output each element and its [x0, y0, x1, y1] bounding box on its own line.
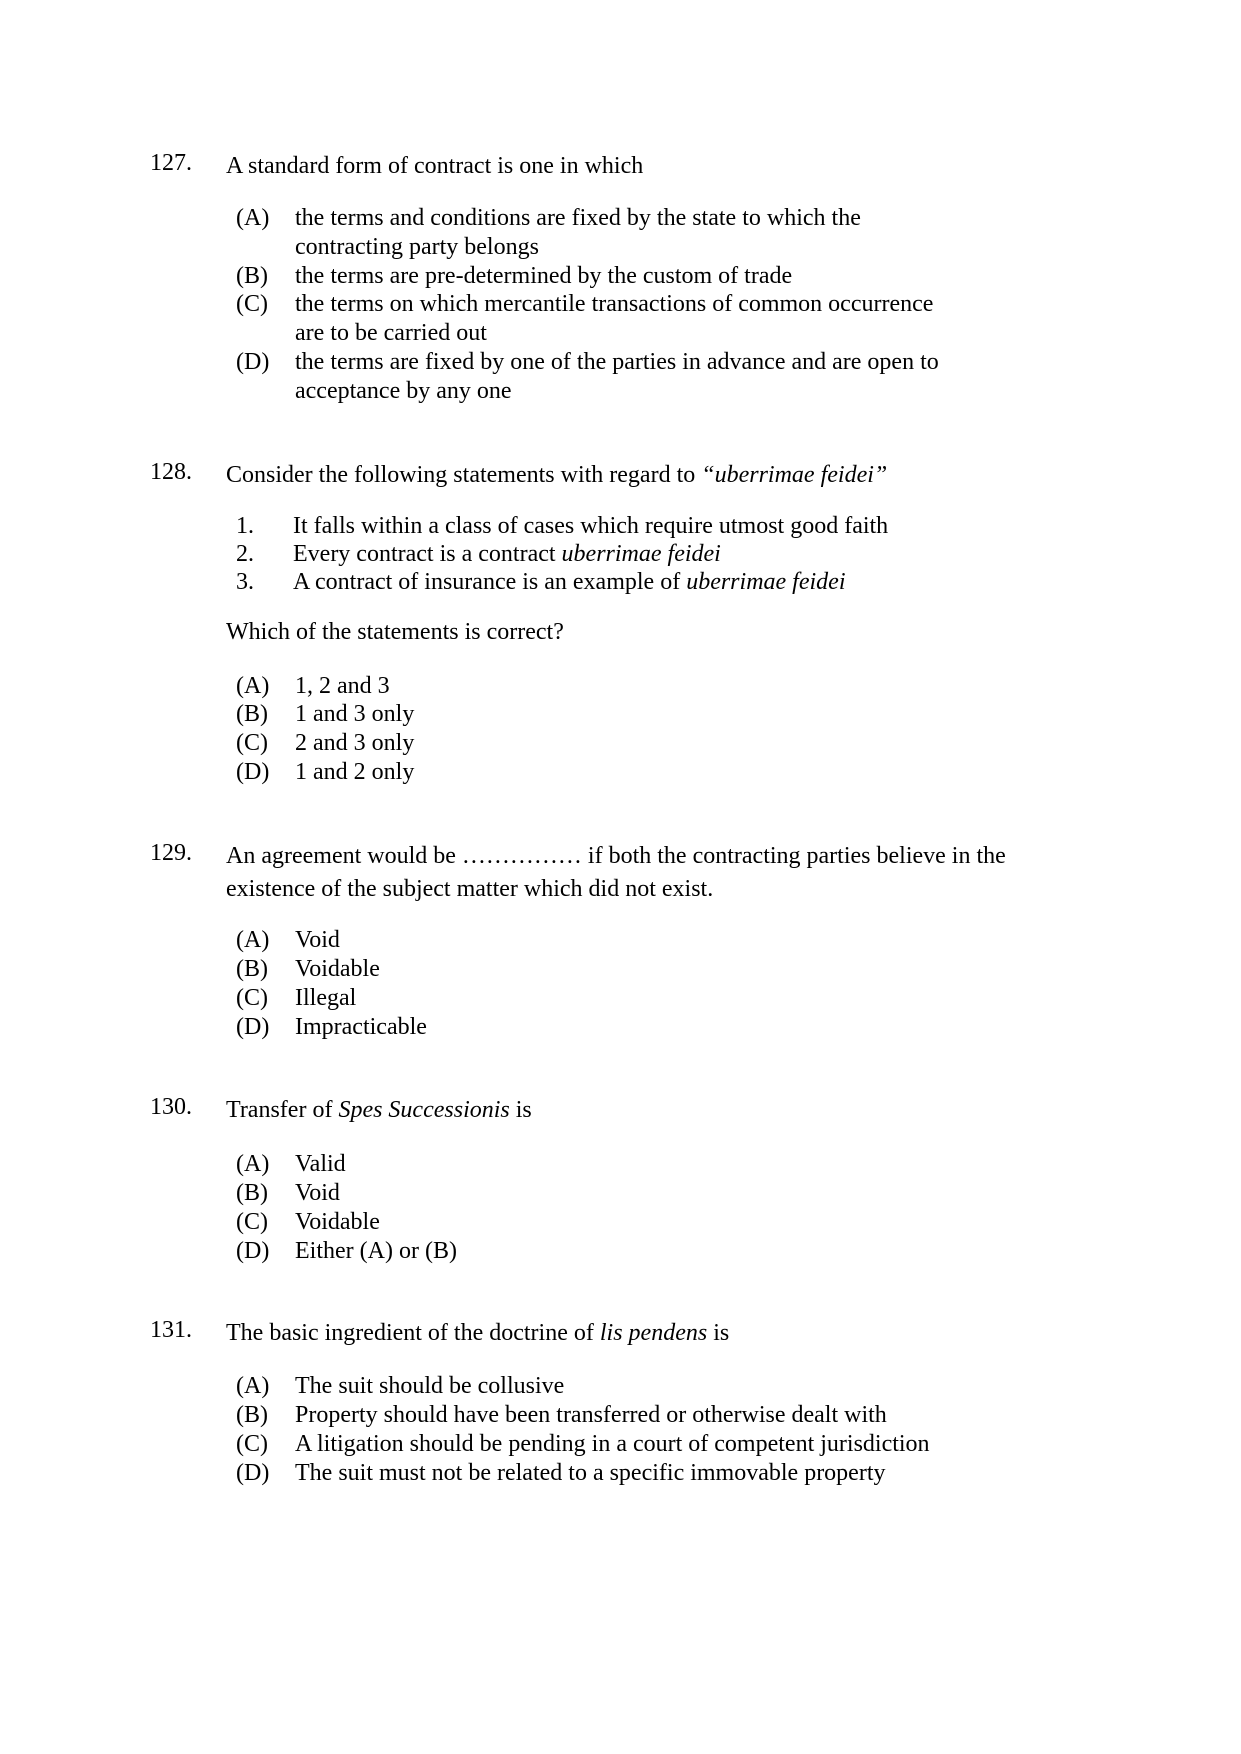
option-text: Void — [295, 927, 340, 953]
option-label: (C) — [236, 730, 268, 756]
option-label: (B) — [236, 1402, 268, 1428]
question-129 — [0, 840, 1241, 910]
question-number: 129. — [150, 840, 192, 866]
option-text: The suit must not be related to a specific immovable property — [295, 1460, 886, 1486]
option-text: Illegal — [295, 985, 357, 1011]
option-text: The suit should be collusive — [295, 1373, 565, 1399]
option-label: (B) — [236, 1180, 268, 1206]
option-text: 2 and 3 only — [295, 730, 415, 756]
option-text: the terms on which mercantile transactions of common occurrence are to be carried out — [295, 291, 934, 346]
option-text: Property should have been transferred or otherwise dealt with — [295, 1402, 887, 1428]
option-label: (D) — [236, 1238, 270, 1264]
option-label: (D) — [236, 1014, 270, 1040]
question-number: 127. — [150, 150, 192, 176]
statement-number: 2. — [236, 541, 254, 567]
question-127 — [0, 150, 1241, 180]
statement-text: A contract of insurance is an example of uberrimae feidei — [293, 569, 846, 595]
question-128 — [0, 459, 1241, 489]
option-text: 1, 2 and 3 — [295, 673, 390, 699]
option-text: 1 and 2 only — [295, 759, 415, 785]
option-text: the terms and conditions are fixed by the state to which the contracting party belongs — [295, 205, 861, 260]
option-text: Impracticable — [295, 1014, 427, 1040]
statement-number: 3. — [236, 569, 254, 595]
option-label: (D) — [236, 1460, 270, 1486]
option-text: Voidable — [295, 956, 380, 982]
option-text: Voidable — [295, 1209, 380, 1235]
option-text: the terms are pre-determined by the custom of trade — [295, 263, 793, 289]
question-stem: A standard form of contract is one in which — [226, 153, 644, 179]
option-label: (D) — [236, 759, 270, 785]
option-label: (C) — [236, 985, 268, 1011]
question-130 — [0, 1094, 1241, 1124]
option-label: (C) — [236, 1209, 268, 1235]
question-stem: The basic ingredient of the doctrine of lis pendens is — [226, 1320, 730, 1346]
option-label: (B) — [236, 701, 268, 727]
option-text: A litigation should be pending in a court of competent jurisdiction — [295, 1431, 930, 1457]
question-stem: Transfer of Spes Successionis is — [226, 1097, 532, 1123]
option-label: (D) — [236, 349, 270, 375]
option-text: Valid — [295, 1151, 346, 1177]
option-label: (C) — [236, 1431, 268, 1457]
question-number: 130. — [150, 1094, 192, 1120]
question-stem: Consider the following statements with regard to “uberrimae feidei” — [226, 462, 888, 488]
statement-number: 1. — [236, 513, 254, 539]
option-text: Either (A) or (B) — [295, 1238, 457, 1264]
option-label: (C) — [236, 291, 268, 317]
option-label: (A) — [236, 1373, 270, 1399]
option-text: the terms are fixed by one of the parties in advance and are open to acceptance by any one — [295, 349, 939, 404]
question-131 — [0, 1317, 1241, 1347]
option-label: (B) — [236, 956, 268, 982]
option-text: Void — [295, 1180, 340, 1206]
option-label: (A) — [236, 927, 270, 953]
question-number: 128. — [150, 459, 192, 485]
option-label: (A) — [236, 205, 270, 231]
option-label: (A) — [236, 673, 270, 699]
question-number: 131. — [150, 1317, 192, 1343]
question-prompt: Which of the statements is correct? — [226, 619, 564, 645]
question-stem: An agreement would be …………… if both the contracting parties believe in the existence of the subject matter which did not exist. — [226, 843, 1006, 902]
option-label: (B) — [236, 263, 268, 289]
statement-text: It falls within a class of cases which require utmost good faith — [293, 513, 889, 539]
option-label: (A) — [236, 1151, 270, 1177]
option-text: 1 and 3 only — [295, 701, 415, 727]
statement-text: Every contract is a contract uberrimae feidei — [293, 541, 721, 567]
